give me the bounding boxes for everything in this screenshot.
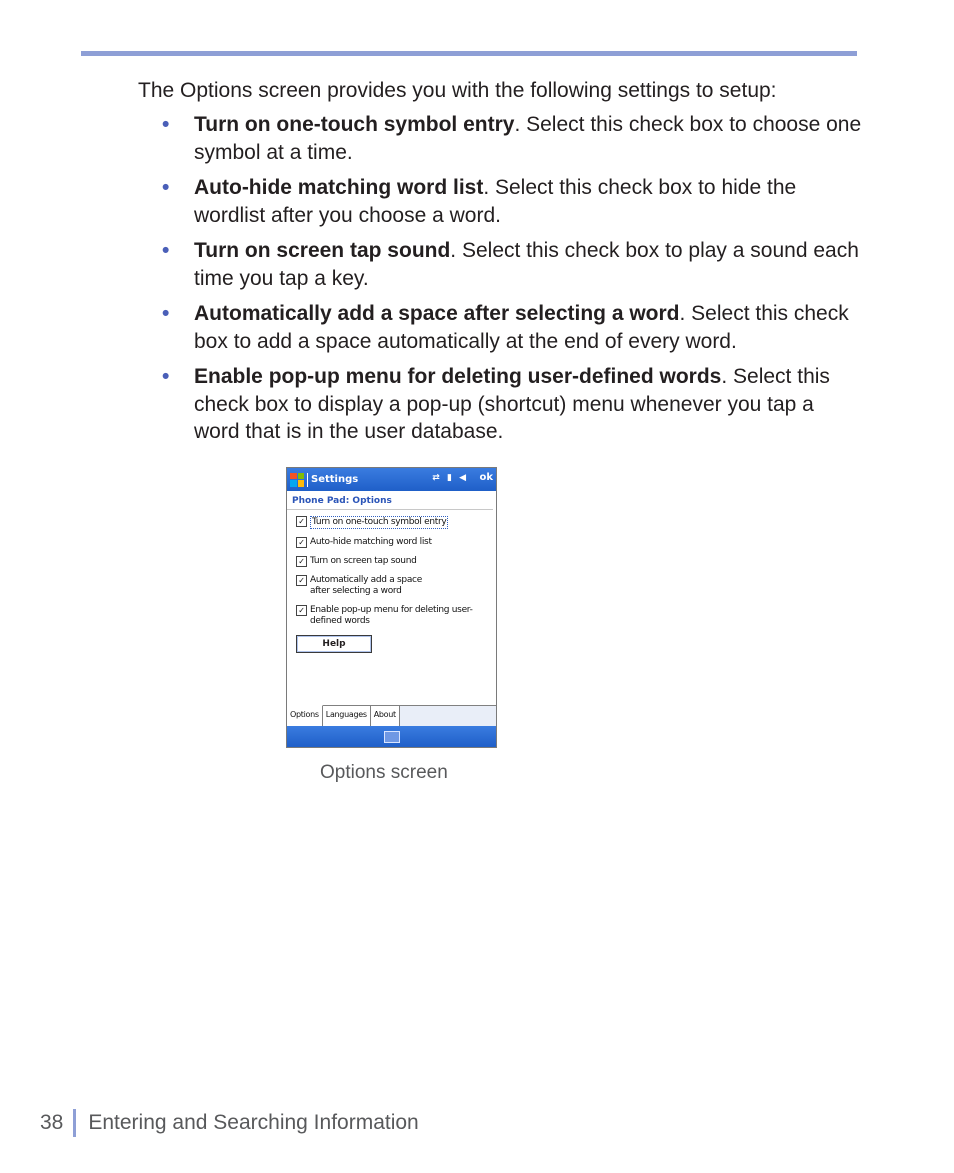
checkbox-checked-icon[interactable]: ✓ <box>296 575 307 586</box>
list-item <box>162 300 862 355</box>
setting-name: Turn on one-touch symbol entry <box>194 113 515 136</box>
bullet-icon: • <box>162 239 170 262</box>
setting-name: Auto-hide matching word list <box>194 176 484 199</box>
list-item <box>162 237 862 292</box>
device-menubar <box>287 726 496 747</box>
checkbox-label: Turn on one-touch symbol entry <box>312 517 447 527</box>
settings-list <box>162 111 862 454</box>
device-title: Settings <box>311 474 359 485</box>
help-button[interactable]: Help <box>296 635 372 653</box>
tab-languages[interactable]: Languages <box>323 706 371 726</box>
checkbox-label: Turn on screen tap sound <box>310 556 417 566</box>
setting-description: . Select this check box to add a space automatically at the end of every word. <box>194 302 849 353</box>
connectivity-icon[interactable]: ⇄ <box>432 473 442 483</box>
windows-start-icon[interactable] <box>290 473 304 487</box>
checkbox-checked-icon[interactable]: ✓ <box>296 537 307 548</box>
setting-name: Automatically add a space after selecting a word <box>194 302 680 325</box>
top-rule <box>81 51 857 56</box>
setting-description: . Select this check box to choose one symbol at a time. <box>194 113 862 164</box>
bullet-icon: • <box>162 302 170 325</box>
list-item <box>162 111 862 166</box>
tab-about[interactable]: About <box>371 706 400 726</box>
bullet-icon: • <box>162 113 170 136</box>
tab-options[interactable]: Options <box>287 705 323 726</box>
setting-description: . Select this check box to display a pop-up (shortcut) menu whenever you tap a word that is in the user database. <box>194 365 830 443</box>
intro-paragraph: The Options screen provides you with the following settings to setup: <box>138 79 777 102</box>
section-title: Entering and Searching Information <box>88 1111 419 1134</box>
checkbox-auto-space[interactable] <box>296 575 496 597</box>
checkbox-checked-icon[interactable]: ✓ <box>296 556 307 567</box>
setting-name: Turn on screen tap sound <box>194 239 451 262</box>
footer-divider <box>73 1109 76 1137</box>
checkbox-popup-menu[interactable] <box>296 605 496 627</box>
setting-description: . Select this check box to play a sound each time you tap a key. <box>194 239 859 290</box>
status-icons <box>432 473 468 483</box>
title-divider <box>307 473 308 487</box>
device-titlebar <box>287 468 496 491</box>
ok-button[interactable]: ok <box>479 472 493 483</box>
checkbox-label: Auto-hide matching word list <box>310 537 432 547</box>
page-number: 38 <box>40 1111 64 1134</box>
keyboard-icon[interactable] <box>384 731 400 743</box>
figure-caption: Options screen <box>320 762 448 783</box>
device-subtitle: Phone Pad: Options <box>287 491 493 510</box>
list-item <box>162 174 862 229</box>
tab-bar <box>287 705 496 726</box>
checkbox-label: Automatically add a space after selecting a word <box>310 575 422 596</box>
checkbox-checked-icon[interactable]: ✓ <box>296 605 307 616</box>
bullet-icon: • <box>162 176 170 199</box>
checkbox-one-touch-symbol[interactable] <box>296 516 496 529</box>
checkbox-auto-hide[interactable] <box>296 537 496 548</box>
setting-description: . Select this check box to hide the wordlist after you choose a word. <box>194 176 797 227</box>
setting-name: Enable pop-up menu for deleting user-defined words <box>194 365 722 388</box>
bullet-icon: • <box>162 365 170 388</box>
volume-icon[interactable]: ◀ <box>459 473 468 483</box>
signal-icon[interactable]: ▮ <box>446 473 454 483</box>
page-footer <box>40 1109 419 1137</box>
checkbox-tap-sound[interactable] <box>296 556 496 567</box>
list-item <box>162 363 862 446</box>
checkbox-label: Enable pop-up menu for deleting user-defined words <box>310 605 473 626</box>
checkbox-checked-icon[interactable]: ✓ <box>296 516 307 527</box>
device-screenshot <box>286 467 497 748</box>
checkbox-list <box>287 510 496 627</box>
